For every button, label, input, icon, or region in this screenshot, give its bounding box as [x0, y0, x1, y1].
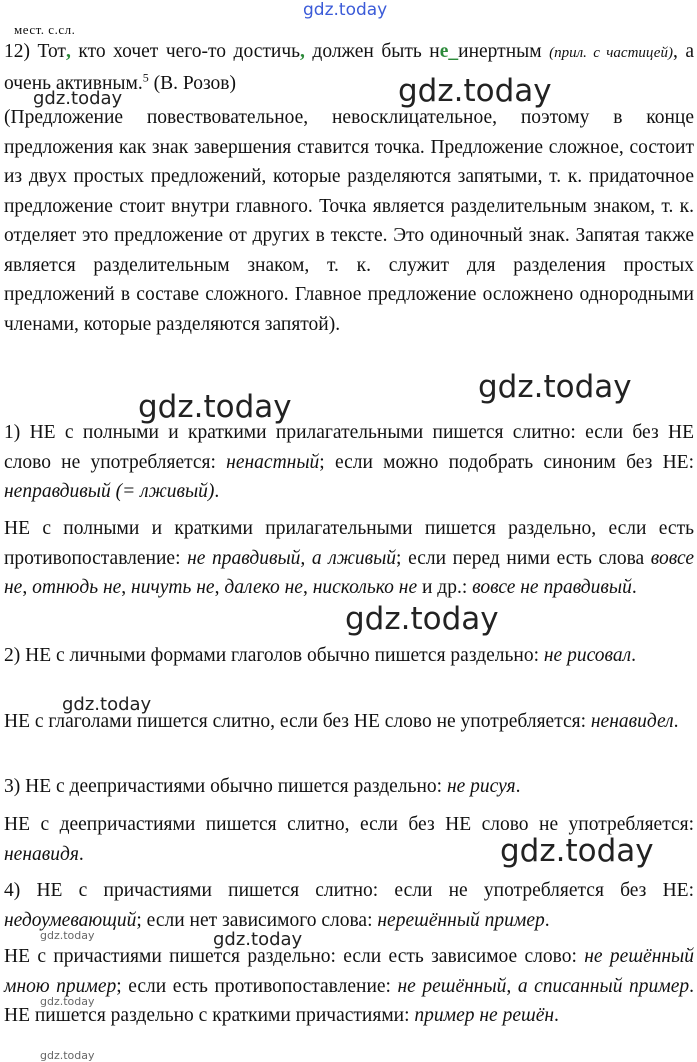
watermark-top: gdz.today: [303, 0, 388, 20]
watermark-large-3: gdz.today: [138, 389, 292, 425]
rule-2-separate: 2) НЕ с личными формами глаголов обычно пишется раздельно: не рисовал.: [4, 645, 636, 666]
rule-4-together: 4) НЕ с причастиями пишется слитно: если не употребляется без НЕ: недоумевающий; если нет зависимого слова: нерешённый пример.: [4, 880, 694, 931]
watermark-large-1: gdz.today: [398, 73, 552, 109]
example-sentence-12: 12) Тот, кто хочет чего-то достичь, должен быть не_инертным (прил. с частицей), а очень активным.$^5$ (В. Розов): [4, 41, 694, 94]
rule-3-together: НЕ с деепричастиями пишется слитно, если без НЕ слово не употребляется: ненавидя.: [4, 814, 694, 865]
watermark-small-3: gdz.today: [213, 929, 303, 950]
rule-1-together: 1) НЕ с полными и краткими прилагательными пишется слитно: если без НЕ слово не употребляется: ненастный; если можно подобрать синоним без НЕ: неправдивый (= лживый).: [4, 422, 694, 502]
rule-1-separate: НЕ с полными и краткими прилагательными пишется раздельно, если есть противопоставление: не правдивый, а лживый; если перед ними есть слова вовсе не, отнюдь не, ничуть не, далеко не, нисколько не и др.: вовсе не правдивый.: [4, 518, 695, 598]
rule-2-together: НЕ с глаголами пишется слитно, если без НЕ слово не употребляется: ненавидел.: [4, 711, 679, 732]
watermark-small-1: gdz.today: [33, 88, 123, 109]
watermark-large-5: gdz.today: [500, 833, 654, 869]
watermark-tiny-1: gdz.today: [40, 929, 95, 942]
rule-3-separate: 3) НЕ с деепричастиями обычно пишется раздельно: не рисуя.: [4, 776, 521, 797]
watermark-small-2: gdz.today: [62, 694, 152, 715]
watermark-large-4: gdz.today: [345, 601, 499, 637]
watermark-tiny-2: gdz.today: [40, 995, 95, 1008]
explanation-paragraph: (Предложение повествовательное, невосклицательное, поэтому в конце предложения как знак завершения ставится точка. Предложение сложное, состоит из двух простых предложений, которые разделяются запятыми, т. к. придаточное предложение стоит внутри главного. Точка является разделительным знаком, т. к. отделяет это предложение от других в тексте. Это одиночный знак. Запятая также является разделительным знаком, т. к. служит для разделения простых предложений в составе сложного. Главное предложение осложнено однородными членами, которые разделяются запятой).: [4, 107, 694, 335]
watermark-tiny-3: gdz.today: [40, 1049, 95, 1062]
rule-4-separate: НЕ с причастиями пишется раздельно: если есть зависимое слово: не решённый мною пример; если есть противопоставление: не решённый, а списанный пример. НЕ пишется раздельно с краткими причастиями: пример не решён.: [4, 946, 695, 1026]
overline-annotation: мест. с.сл.: [14, 22, 76, 37]
watermark-large-2: gdz.today: [478, 369, 632, 405]
